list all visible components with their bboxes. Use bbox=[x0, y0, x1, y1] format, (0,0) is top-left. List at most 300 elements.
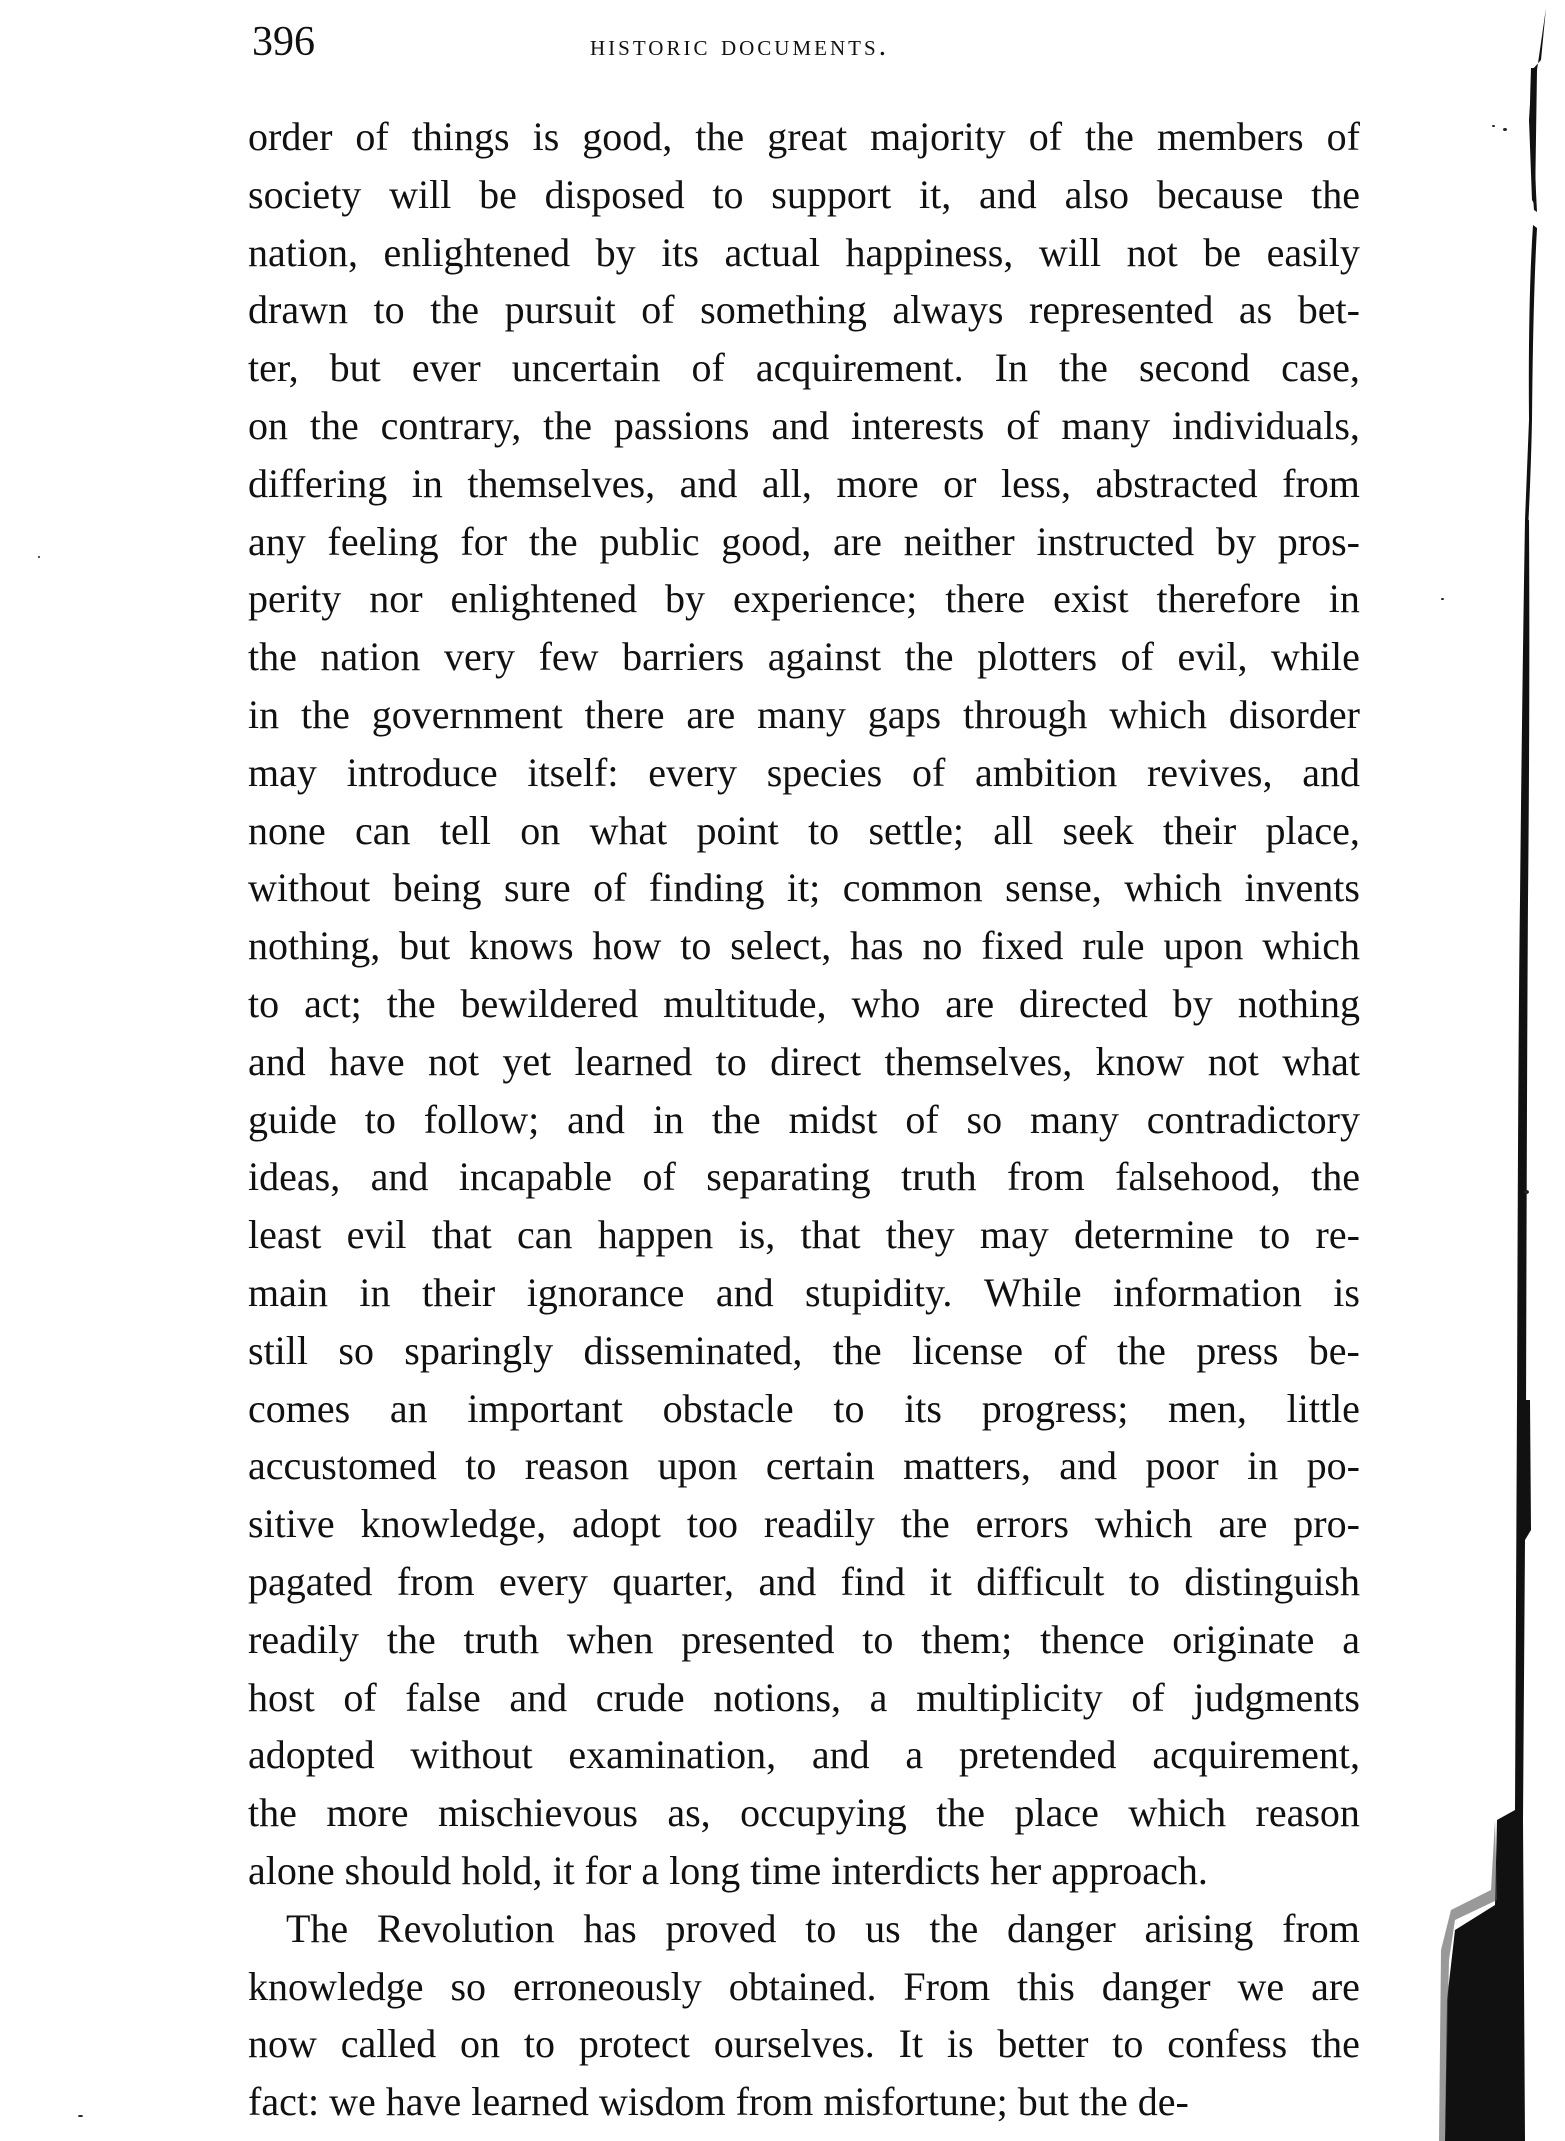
word: of bbox=[691, 345, 725, 391]
text-line bbox=[248, 917, 1360, 975]
word: the bbox=[832, 1327, 882, 1373]
word: will bbox=[1038, 229, 1102, 275]
word: contradictory bbox=[1146, 1096, 1360, 1142]
word: are bbox=[686, 691, 736, 737]
text-line bbox=[248, 1900, 1360, 1958]
text-line bbox=[248, 1264, 1360, 1322]
word: the bbox=[430, 287, 480, 333]
word: it bbox=[929, 1558, 952, 1604]
word: interests bbox=[851, 402, 985, 448]
word: in bbox=[1328, 576, 1360, 622]
word: government bbox=[371, 691, 563, 737]
word: it, bbox=[919, 171, 952, 217]
text-line bbox=[248, 224, 1360, 282]
word: the bbox=[929, 1905, 979, 1951]
word: can bbox=[517, 1212, 573, 1258]
word: the bbox=[309, 402, 359, 448]
word: is bbox=[946, 2021, 974, 2067]
word: direct bbox=[770, 1038, 862, 1084]
word: the bbox=[300, 691, 350, 737]
word: mischievous bbox=[437, 1790, 638, 1836]
word: all bbox=[993, 807, 1034, 853]
word: in bbox=[1247, 1443, 1279, 1489]
word: which bbox=[1124, 865, 1222, 911]
word: knowledge bbox=[248, 1963, 424, 2009]
word: less, bbox=[1000, 460, 1071, 506]
word: themselves, bbox=[884, 1038, 1073, 1084]
word: society bbox=[248, 171, 362, 217]
word: order bbox=[248, 114, 333, 159]
word: ignorance bbox=[526, 1269, 685, 1315]
word: is bbox=[1333, 1269, 1360, 1315]
word: things bbox=[411, 114, 510, 159]
word: actual bbox=[724, 229, 821, 275]
text-line bbox=[248, 1842, 1360, 1900]
text-line bbox=[248, 1437, 1360, 1495]
word: bet- bbox=[1297, 287, 1360, 333]
word: po- bbox=[1306, 1443, 1360, 1489]
word: many bbox=[1030, 1096, 1119, 1142]
word: through bbox=[962, 691, 1088, 737]
word: every bbox=[499, 1558, 588, 1604]
word: and bbox=[758, 1558, 817, 1604]
word: the bbox=[711, 1096, 761, 1142]
scan-speck bbox=[1524, 1190, 1529, 1194]
word: support bbox=[771, 171, 892, 217]
text-line bbox=[248, 455, 1360, 513]
body-text bbox=[248, 108, 1360, 2131]
word: reason bbox=[524, 1443, 630, 1489]
text-line bbox=[248, 859, 1360, 917]
scan-speck bbox=[1503, 128, 1507, 131]
word: follow; bbox=[423, 1096, 540, 1142]
word: pro- bbox=[1293, 1501, 1360, 1547]
word: more bbox=[836, 460, 919, 506]
word: the bbox=[1059, 345, 1108, 391]
word: long bbox=[669, 1847, 741, 1893]
word: nor bbox=[369, 576, 423, 622]
word: always bbox=[892, 287, 1004, 333]
word: we bbox=[1237, 1963, 1285, 2009]
text-line bbox=[248, 1495, 1360, 1553]
binding-shadow-bottom bbox=[1445, 1400, 1531, 2141]
word: settle; bbox=[868, 807, 964, 853]
word: nothing bbox=[1237, 980, 1360, 1026]
word: to bbox=[1128, 1558, 1160, 1604]
word: presented bbox=[681, 1616, 835, 1662]
word: the bbox=[1311, 171, 1360, 217]
text-line bbox=[248, 686, 1360, 744]
word: find bbox=[840, 1558, 906, 1604]
word: to bbox=[862, 1616, 894, 1662]
word: may bbox=[248, 749, 317, 795]
text-line bbox=[248, 1784, 1360, 1842]
word: without bbox=[410, 1732, 533, 1778]
word: and bbox=[1059, 1443, 1117, 1489]
word: a bbox=[869, 1674, 888, 1720]
word: and bbox=[811, 1732, 870, 1778]
word: enlightened bbox=[450, 576, 638, 622]
word: examination, bbox=[568, 1732, 777, 1778]
word: press bbox=[1196, 1327, 1279, 1373]
word: readily bbox=[763, 1501, 875, 1547]
text-line bbox=[248, 339, 1360, 397]
word: the bbox=[528, 518, 578, 564]
word: nation, bbox=[248, 229, 358, 275]
text-line bbox=[248, 108, 1360, 166]
word: there bbox=[584, 691, 665, 737]
word: itself: bbox=[527, 749, 619, 795]
word: truth bbox=[901, 1154, 977, 1200]
word: crude bbox=[595, 1674, 685, 1720]
text-line bbox=[248, 1206, 1360, 1264]
word: has bbox=[583, 1905, 637, 1951]
word: in bbox=[359, 1269, 391, 1315]
word: of bbox=[1053, 1327, 1087, 1373]
word: the bbox=[936, 1790, 986, 1836]
word: incapable bbox=[458, 1154, 613, 1200]
word: the bbox=[1117, 1327, 1166, 1373]
word: misfortune; bbox=[823, 2079, 1008, 2125]
word: and bbox=[370, 1154, 429, 1200]
word: least bbox=[248, 1212, 322, 1258]
word: too bbox=[686, 1501, 738, 1547]
word: also bbox=[1064, 171, 1129, 217]
word: tell bbox=[439, 807, 491, 853]
word: it bbox=[552, 1847, 575, 1893]
word: important bbox=[467, 1385, 623, 1431]
text-line bbox=[248, 1322, 1360, 1380]
text-line bbox=[248, 1091, 1360, 1149]
word: still bbox=[248, 1327, 309, 1373]
word: rule bbox=[1082, 923, 1145, 969]
word: While bbox=[983, 1269, 1082, 1315]
word: can bbox=[355, 807, 411, 853]
word: from bbox=[396, 1558, 475, 1604]
word: notions, bbox=[713, 1674, 842, 1720]
word: in bbox=[411, 460, 443, 506]
word: there bbox=[945, 576, 1026, 622]
word: to bbox=[364, 1096, 396, 1142]
word: little bbox=[1286, 1385, 1360, 1431]
word: the bbox=[1078, 2079, 1128, 2125]
word: act; bbox=[304, 980, 362, 1026]
word: and bbox=[771, 402, 830, 448]
word: which bbox=[1262, 923, 1360, 969]
word: passions bbox=[613, 402, 750, 448]
word: many bbox=[757, 691, 846, 737]
word: but bbox=[399, 923, 451, 969]
word: but bbox=[329, 345, 381, 391]
running-head: historic documents. bbox=[590, 29, 890, 62]
word: pretended bbox=[958, 1732, 1117, 1778]
word: acquirement. bbox=[755, 345, 964, 391]
text-line bbox=[248, 2073, 1360, 2131]
word: have bbox=[385, 2079, 462, 2125]
word: which bbox=[1128, 1790, 1227, 1836]
word: fixed bbox=[981, 923, 1064, 969]
word: to bbox=[523, 2021, 555, 2067]
word: barriers bbox=[622, 634, 745, 680]
word: be bbox=[1203, 229, 1242, 275]
word: pros- bbox=[1277, 518, 1360, 564]
word: is, bbox=[738, 1212, 776, 1258]
word: of bbox=[1120, 634, 1154, 680]
word: individuals, bbox=[1172, 402, 1360, 448]
word: her bbox=[990, 1847, 1042, 1893]
word: as bbox=[1238, 287, 1273, 333]
word: instructed bbox=[1036, 518, 1195, 564]
word: approach. bbox=[1051, 1847, 1208, 1893]
word: knows bbox=[469, 923, 574, 969]
word: accustomed bbox=[248, 1443, 437, 1489]
text-line bbox=[248, 397, 1360, 455]
word: the bbox=[1311, 2021, 1360, 2067]
word: to bbox=[1259, 1212, 1291, 1258]
word: feeling bbox=[327, 518, 439, 564]
word: learned bbox=[471, 2079, 589, 2125]
word: them; bbox=[921, 1616, 1013, 1662]
word: what bbox=[1282, 1038, 1360, 1084]
word: are bbox=[1311, 1963, 1360, 2009]
word: themselves, bbox=[467, 460, 656, 506]
word: The bbox=[286, 1905, 349, 1951]
word: its bbox=[661, 229, 699, 275]
word: interdicts bbox=[831, 1847, 981, 1893]
word: of bbox=[641, 287, 675, 333]
word: and bbox=[979, 171, 1037, 217]
word: comes bbox=[248, 1385, 351, 1431]
word: de- bbox=[1137, 2079, 1189, 2125]
word: proved bbox=[665, 1905, 777, 1951]
word: separating bbox=[706, 1154, 871, 1200]
word: and bbox=[567, 1096, 625, 1142]
word: place bbox=[1014, 1790, 1099, 1836]
word: judgments bbox=[1193, 1674, 1360, 1720]
word: by bbox=[1172, 980, 1213, 1026]
word: alone bbox=[248, 1847, 335, 1893]
word: fact: bbox=[248, 2079, 320, 2125]
word: its bbox=[904, 1385, 942, 1431]
word: danger bbox=[1101, 1963, 1211, 2009]
word: arising bbox=[1144, 1905, 1254, 1951]
word: as, bbox=[667, 1790, 711, 1836]
word: nothing, bbox=[248, 923, 381, 969]
word: directed bbox=[1019, 980, 1148, 1026]
word: from bbox=[1282, 460, 1360, 506]
word: of bbox=[1131, 1674, 1165, 1720]
word: of bbox=[1006, 402, 1040, 448]
word: good, bbox=[721, 518, 812, 564]
word: to bbox=[833, 1385, 865, 1431]
word: abstracted bbox=[1095, 460, 1258, 506]
scan-speck bbox=[1492, 125, 1495, 127]
text-line bbox=[248, 975, 1360, 1033]
word: not bbox=[427, 1038, 480, 1084]
word: reason bbox=[1255, 1790, 1360, 1836]
word: matters, bbox=[903, 1443, 1031, 1489]
text-line bbox=[248, 1380, 1360, 1438]
word: to bbox=[808, 807, 840, 853]
text-line bbox=[248, 281, 1360, 339]
word: their bbox=[421, 1269, 496, 1315]
word: of bbox=[642, 1154, 676, 1200]
word: neither bbox=[903, 518, 1015, 564]
word: who bbox=[851, 980, 921, 1026]
binding-edge-lower bbox=[1517, 520, 1529, 1420]
word: protect bbox=[578, 2021, 690, 2067]
word: they bbox=[885, 1212, 955, 1258]
scan-speck bbox=[38, 556, 40, 558]
word: being bbox=[392, 865, 482, 911]
word: on bbox=[248, 402, 288, 448]
word: errors bbox=[975, 1501, 1069, 1547]
word: from bbox=[1282, 1905, 1360, 1951]
word: evil bbox=[346, 1212, 407, 1258]
word: of bbox=[1028, 114, 1063, 159]
page-number: 396 bbox=[252, 19, 315, 65]
word: the bbox=[386, 1616, 436, 1662]
word: the bbox=[248, 1790, 297, 1836]
word: now bbox=[248, 2021, 317, 2067]
word: hold, bbox=[461, 1847, 543, 1893]
word: men, bbox=[1168, 1385, 1247, 1431]
word: but bbox=[1017, 2079, 1069, 2125]
word: select, bbox=[730, 923, 832, 969]
word: should bbox=[344, 1847, 452, 1893]
word: midst bbox=[788, 1096, 878, 1142]
word: From bbox=[903, 1963, 991, 2009]
text-line bbox=[248, 2015, 1360, 2073]
word: more bbox=[326, 1790, 409, 1836]
word: upon bbox=[657, 1443, 738, 1489]
word: from bbox=[1006, 1154, 1085, 1200]
word: sitive bbox=[248, 1501, 335, 1547]
word: has bbox=[850, 923, 904, 969]
word: confess bbox=[1167, 2021, 1288, 2067]
word: place, bbox=[1265, 807, 1360, 853]
word: members bbox=[1156, 114, 1304, 159]
word: and bbox=[715, 1269, 774, 1315]
word: for bbox=[584, 1847, 632, 1893]
word: common bbox=[842, 865, 983, 911]
text-line bbox=[248, 802, 1360, 860]
word: disposed bbox=[544, 171, 685, 217]
word: an bbox=[389, 1385, 428, 1431]
word: very bbox=[443, 634, 516, 680]
word: seek bbox=[1062, 807, 1134, 853]
word: which bbox=[1094, 1501, 1193, 1547]
word: introduce bbox=[346, 749, 498, 795]
word: know bbox=[1095, 1038, 1185, 1084]
scan-binding-shadow bbox=[1425, 0, 1565, 2141]
word: how bbox=[592, 923, 662, 969]
word: danger bbox=[1006, 1905, 1116, 1951]
word: nation bbox=[320, 634, 421, 680]
word: disseminated, bbox=[583, 1327, 803, 1373]
word: in bbox=[652, 1096, 684, 1142]
word: exist bbox=[1053, 576, 1129, 622]
word: the bbox=[695, 114, 745, 159]
word: a bbox=[641, 1847, 660, 1893]
word: re- bbox=[1315, 1212, 1360, 1258]
word: pursuit bbox=[504, 287, 616, 333]
word: any bbox=[248, 518, 306, 564]
word: no bbox=[922, 923, 963, 969]
word: and bbox=[1302, 749, 1360, 795]
word: disorder bbox=[1228, 691, 1360, 737]
word: Revolution bbox=[376, 1905, 555, 1951]
word: called bbox=[340, 2021, 437, 2067]
word: majority bbox=[870, 114, 1006, 159]
word: great bbox=[767, 114, 848, 159]
text-line bbox=[248, 628, 1360, 686]
word: species bbox=[766, 749, 883, 795]
word: thence bbox=[1040, 1616, 1145, 1662]
scan-speck bbox=[78, 2115, 83, 2117]
text-line bbox=[248, 570, 1360, 628]
word: adopted bbox=[248, 1732, 375, 1778]
word: are bbox=[833, 518, 882, 564]
word: erroneously bbox=[512, 1963, 702, 2009]
word: none bbox=[248, 807, 326, 853]
word: many bbox=[1061, 402, 1151, 448]
word: of bbox=[355, 114, 389, 159]
word: It bbox=[898, 2021, 924, 2067]
word: so bbox=[338, 1327, 374, 1373]
word: ambition bbox=[975, 749, 1118, 795]
word: is bbox=[532, 114, 560, 159]
word: the bbox=[904, 634, 954, 680]
word: for bbox=[460, 518, 508, 564]
word: the bbox=[386, 980, 436, 1026]
word: progress; bbox=[981, 1385, 1129, 1431]
word: uncertain bbox=[511, 345, 661, 391]
word: plotters bbox=[977, 634, 1098, 680]
word: difficult bbox=[976, 1558, 1105, 1604]
word: ter, bbox=[248, 345, 299, 391]
word: ourselves. bbox=[713, 2021, 875, 2067]
word: experience; bbox=[732, 576, 918, 622]
word: originate bbox=[1172, 1616, 1315, 1662]
word: to bbox=[712, 171, 744, 217]
word: evil, bbox=[1177, 634, 1248, 680]
word: poor bbox=[1145, 1443, 1219, 1489]
word: all, bbox=[761, 460, 812, 506]
word: In bbox=[994, 345, 1028, 391]
word: contrary, bbox=[380, 402, 522, 448]
word: readily bbox=[248, 1616, 360, 1662]
word: may bbox=[979, 1212, 1049, 1258]
word: have bbox=[329, 1038, 405, 1084]
word: the bbox=[1311, 1154, 1360, 1200]
word: their bbox=[1162, 807, 1237, 853]
word: on bbox=[520, 807, 561, 853]
word: of bbox=[905, 1096, 939, 1142]
text-line bbox=[248, 1726, 1360, 1784]
word: and bbox=[509, 1674, 568, 1720]
word: good, bbox=[582, 114, 673, 159]
word: this bbox=[1017, 1963, 1075, 2009]
word: on bbox=[460, 2021, 501, 2067]
word: that bbox=[431, 1212, 492, 1258]
word: will bbox=[389, 171, 452, 217]
word: multitude, bbox=[663, 980, 827, 1026]
word: the bbox=[900, 1501, 950, 1547]
word: stupidity. bbox=[805, 1269, 953, 1315]
word: determine bbox=[1073, 1212, 1234, 1258]
word: falsehood, bbox=[1115, 1154, 1281, 1200]
